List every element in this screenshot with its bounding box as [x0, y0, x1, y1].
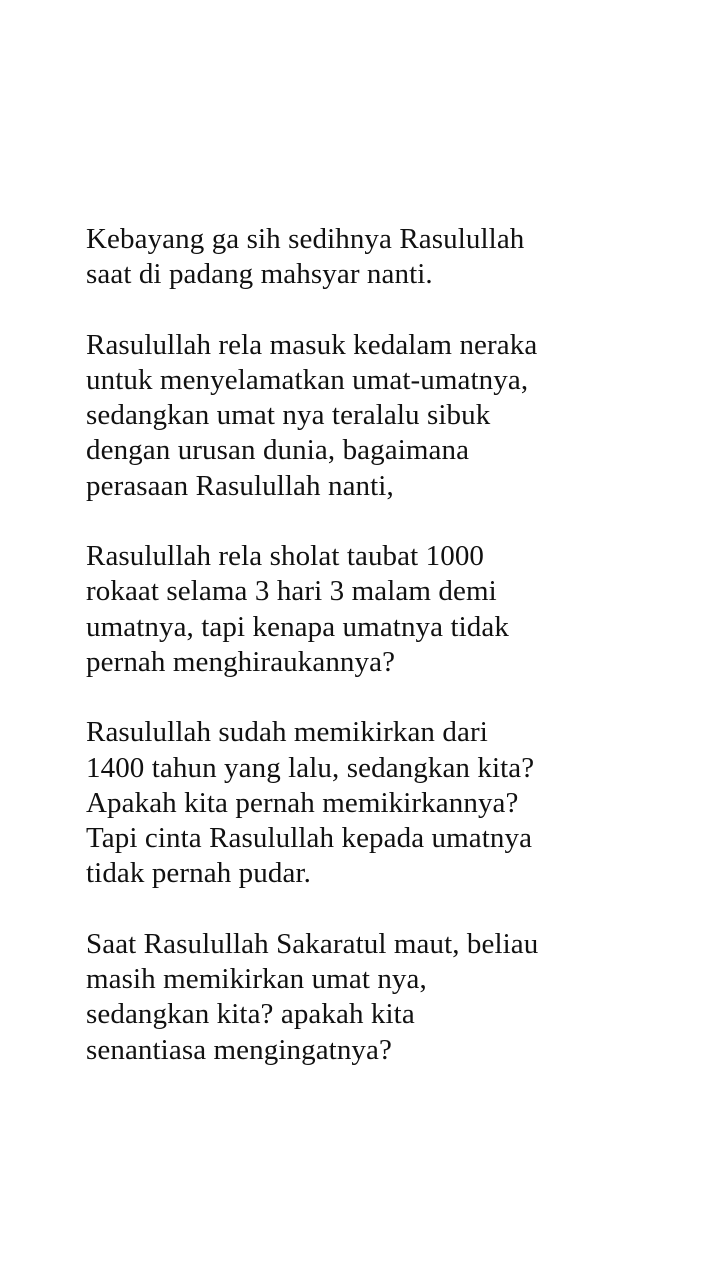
text-line: Saat Rasulullah Sakaratul maut, beliau	[86, 927, 539, 960]
text-line: masih memikirkan umat nya,	[86, 963, 427, 996]
text-line: sedangkan kita? apakah kita	[86, 998, 415, 1031]
text-line: Rasulullah sudah memikirkan dari	[86, 716, 488, 749]
text-line: tidak pernah pudar.	[86, 857, 311, 890]
text-line: sedangkan umat nya teralalu sibuk	[86, 399, 491, 432]
text-line: Rasulullah rela sholat taubat 1000	[86, 540, 485, 573]
text-line: saat di padang mahsyar nanti.	[86, 258, 433, 291]
text-line: rokaat selama 3 hari 3 malam demi	[86, 575, 497, 608]
text-line: perasaan Rasulullah nanti,	[86, 469, 394, 502]
paragraph-1	[86, 222, 686, 293]
text-line: Kebayang ga sih sedihnya Rasulullah	[86, 223, 525, 255]
paragraph-2	[86, 328, 686, 504]
text-line: umatnya, tapi kenapa umatnya tidak	[86, 610, 509, 643]
text-line: Rasulullah rela masuk kedalam neraka	[86, 328, 538, 361]
text-line: Apakah kita pernah memikirkannya?	[86, 786, 519, 819]
text-line: senantiasa mengingatnya?	[86, 1033, 392, 1066]
text-line: untuk menyelamatkan umat-umatnya,	[86, 363, 529, 396]
text-line: Tapi cinta Rasulullah kepada umatnya	[86, 822, 533, 855]
text-line: pernah menghiraukannya?	[86, 645, 396, 678]
text-line: 1400 tahun yang lalu, sedangkan kita?	[86, 751, 535, 784]
paragraph-3	[86, 539, 686, 680]
text-line: dengan urusan dunia, bagaimana	[86, 434, 470, 467]
story-text	[86, 222, 686, 1068]
paragraph-4	[86, 715, 686, 891]
paragraph-5	[86, 927, 686, 1068]
